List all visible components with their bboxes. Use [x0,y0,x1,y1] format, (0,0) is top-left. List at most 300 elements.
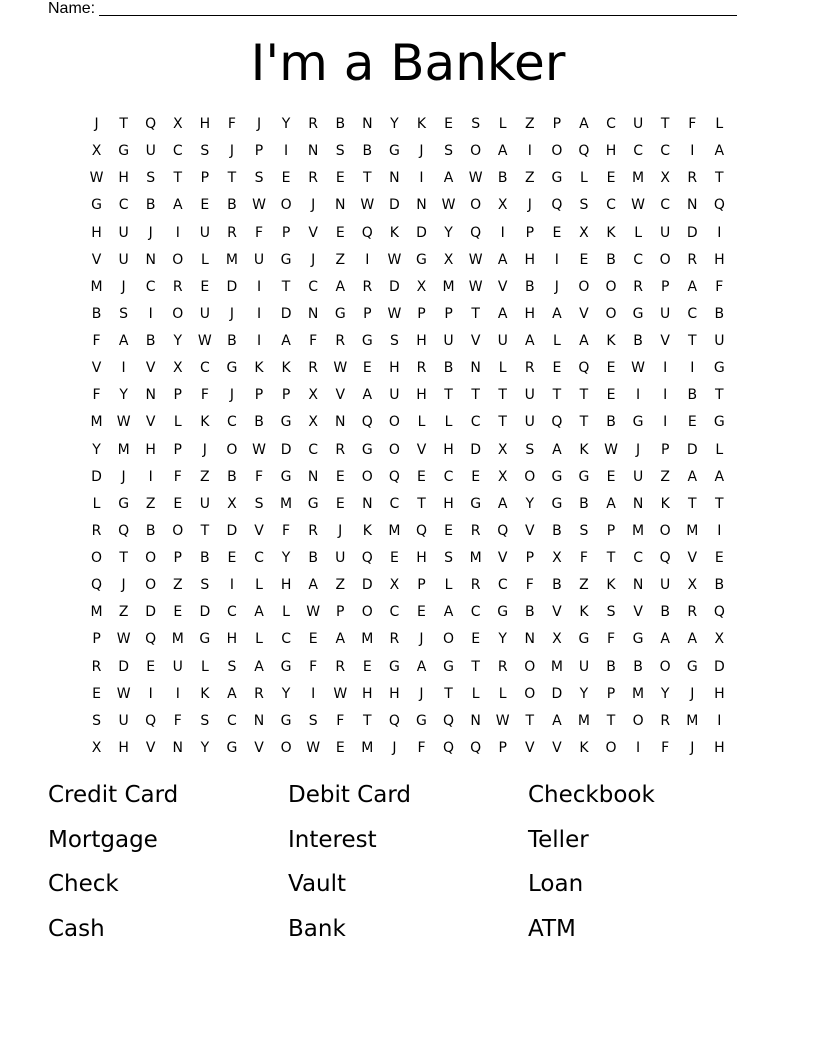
grid-letter: P [660,278,670,295]
grid-letter: B [633,333,643,350]
grid-letter: O [605,278,617,295]
grid-letter: R [91,658,102,675]
grid-letter: U [443,333,454,350]
grid-row [83,138,733,165]
grid-letter: B [145,522,156,539]
grid-letter: D [686,224,698,241]
grid-letter: T [417,495,426,512]
grid-letter: N [416,197,427,214]
grid-letter: I [690,143,695,160]
grid-letter: W [495,712,510,729]
grid-letter: T [715,495,724,512]
grid-letter: M [469,550,482,567]
grid-letter: O [361,468,373,485]
grid-letter: G [578,631,590,648]
grid-letter: L [444,577,453,594]
grid-letter: O [659,522,671,539]
grid-letter: G [91,197,102,214]
grid-letter: S [92,712,101,729]
grid-letter: Q [91,577,103,594]
grid-letter: A [497,495,508,512]
grid-letter: A [335,631,346,648]
grid-row [83,274,733,301]
grid-letter: K [579,441,589,458]
grid-letter: E [471,631,481,648]
grid-letter: J [229,143,234,160]
grid-letter: D [470,441,482,458]
grid-letter: O [388,441,400,458]
grid-letter: G [226,739,238,756]
grid-letter: A [687,278,698,295]
grid-letter: M [361,739,374,756]
grid-letter: C [145,278,156,295]
grid-letter: W [252,197,266,214]
grid-letter: E [606,468,616,485]
grid-letter: F [715,278,724,295]
grid-letter: H [389,685,400,702]
grid-letter: I [717,224,722,241]
grid-letter: B [714,577,725,594]
grid-letter: Y [660,685,670,702]
grid-letter: G [578,468,590,485]
grid-letter: H [389,360,400,377]
grid-letter: C [118,197,129,214]
grid-letter: S [254,170,264,187]
grid-letter: N [389,170,400,187]
grid-letter: X [308,414,318,431]
grid-letter: N [632,577,644,594]
grid-letter: V [91,360,102,377]
grid-letter: E [362,658,372,675]
grid-letter: Z [524,116,535,133]
grid-letter: H [118,170,129,187]
grid-row [83,735,733,762]
grid-letter: C [660,197,671,214]
grid-letter: H [605,143,617,160]
grid-letter: W [441,197,456,214]
grid-letter: Q [470,224,482,241]
grid-letter: B [227,197,237,214]
grid-letter: G [416,251,427,268]
grid-letter: D [280,305,292,322]
grid-letter: B [552,522,562,539]
grid-letter: E [606,387,616,404]
grid-letter: I [636,739,641,756]
grid-letter: O [280,197,292,214]
grid-letter: R [335,333,346,350]
grid-letter: P [173,441,182,458]
grid-letter: A [687,631,698,648]
grid-letter: S [525,441,535,458]
grid-letter: K [254,360,264,377]
grid-letter: O [172,305,184,322]
grid-letter: Q [361,550,373,567]
grid-letter: R [416,360,427,377]
grid-letter: H [714,739,725,756]
grid-letter: R [389,631,400,648]
grid-letter: V [416,441,427,458]
grid-letter: C [687,305,698,322]
grid-letter: P [200,170,210,187]
grid-letter: T [200,522,210,539]
grid-letter: I [554,251,559,268]
grid-letter: S [200,577,210,594]
grid-letter: Q [578,143,590,160]
grid-row [83,464,733,491]
grid-letter: C [660,143,671,160]
grid-letter: G [686,658,698,675]
grid-letter: R [308,522,319,539]
grid-letter: J [636,441,641,458]
grid-letter: T [715,170,724,187]
grid-letter: Z [579,577,589,594]
grid-letter: E [335,468,345,485]
grid-letter: E [579,251,589,268]
grid-letter: A [552,305,562,322]
grid-letter: L [634,224,642,241]
grid-letter: X [552,631,562,648]
grid-letter: I [717,712,722,729]
grid-letter: T [471,305,480,322]
grid-letter: L [552,333,561,350]
grid-letter: O [443,631,455,648]
grid-letter: A [172,197,183,214]
grid-letter: M [632,685,645,702]
grid-letter: C [254,550,264,567]
grid-letter: P [417,577,426,594]
grid-letter: B [524,278,535,295]
grid-letter: G [118,495,130,512]
grid-letter: F [688,116,697,133]
grid-letter: H [145,441,156,458]
grid-letter: J [419,685,424,702]
grid-letter: X [497,197,508,214]
grid-letter: N [145,251,156,268]
grid-letter: E [552,360,562,377]
word-list-item: Interest [288,826,377,853]
grid-letter: J [392,739,397,756]
name-blank [99,0,737,16]
grid-letter: F [92,387,101,404]
grid-letter: I [175,685,180,702]
grid-letter: J [338,522,343,539]
grid-letter: E [227,550,237,567]
grid-letter: S [444,550,453,567]
grid-letter: G [388,143,400,160]
grid-letter: E [92,685,101,702]
grid-letter: M [225,251,238,268]
grid-letter: Q [388,468,400,485]
grid-letter: J [229,387,234,404]
grid-row [83,681,733,708]
grid-letter: S [579,522,589,539]
grid-letter: E [335,495,345,512]
grid-letter: P [606,522,616,539]
grid-letter: K [362,522,372,539]
grid-letter: J [229,305,234,322]
grid-letter: T [579,387,589,404]
grid-letter: Q [551,197,563,214]
grid-letter: X [552,550,562,567]
grid-letter: O [659,658,671,675]
grid-letter: C [308,441,319,458]
word-list-item: Credit Card [48,782,179,808]
grid-row [83,247,733,274]
grid-letter: V [525,739,535,756]
grid-letter: T [606,712,616,729]
grid-letter: O [524,658,536,675]
grid-letter: M [442,278,455,295]
grid-letter: U [172,658,183,675]
grid-letter: M [686,522,699,539]
grid-row [83,654,733,681]
grid-letter: F [200,387,209,404]
grid-row [83,328,733,355]
grid-letter: K [660,495,670,512]
grid-letter: C [470,604,481,621]
grid-letter: V [308,224,318,241]
grid-letter: M [280,495,293,512]
grid-row [83,409,733,436]
grid-letter: K [579,739,589,756]
grid-letter: J [121,577,126,594]
grid-letter: M [577,712,590,729]
grid-letter: D [713,658,725,675]
grid-letter: A [254,604,264,621]
grid-letter: T [498,414,507,431]
grid-letter: I [229,577,234,594]
grid-letter: I [148,685,153,702]
grid-letter: Q [497,522,509,539]
grid-letter: E [200,197,210,214]
grid-letter: J [121,468,126,485]
grid-letter: O [470,197,482,214]
grid-letter: G [280,414,292,431]
grid-letter: C [199,360,210,377]
grid-letter: B [552,577,562,594]
word-list-item: Check [48,871,119,897]
grid-letter: W [116,414,131,431]
grid-letter: X [91,143,102,160]
grid-letter: B [714,305,725,322]
grid-letter: G [226,360,238,377]
grid-letter: B [227,468,237,485]
grid-letter: F [336,712,345,729]
grid-letter: Y [579,685,589,702]
grid-letter: D [686,441,698,458]
grid-letter: J [94,116,99,133]
grid-letter: C [389,495,400,512]
grid-letter: M [90,414,103,431]
grid-letter: E [606,360,616,377]
grid-letter: T [227,170,237,187]
grid-letter: P [552,116,562,133]
grid-letter: B [254,414,264,431]
grid-letter: V [145,739,156,756]
grid-letter: B [524,604,535,621]
grid-letter: P [525,224,535,241]
grid-letter: W [306,604,321,621]
grid-letter: U [632,116,644,133]
grid-letter: I [636,387,641,404]
grid-letter: S [606,604,616,621]
grid-letter: C [633,550,643,567]
grid-letter: G [497,604,509,621]
grid-letter: T [173,170,183,187]
grid-letter: T [579,414,589,431]
grid-letter: F [173,712,182,729]
grid-letter: V [91,251,102,268]
grid-letter: U [524,387,535,404]
grid-letter: A [687,468,698,485]
grid-letter: M [388,522,401,539]
grid-letter: R [687,604,698,621]
grid-letter: H [524,305,536,322]
grid-letter: V [687,550,698,567]
grid-letter: Q [443,739,455,756]
grid-letter: L [200,251,209,268]
grid-letter: X [687,577,698,594]
grid-letter: H [714,251,725,268]
grid-letter: X [714,631,725,648]
grid-letter: P [281,387,291,404]
grid-letter: D [280,441,292,458]
page-title: I'm a Banker [250,34,566,92]
grid-letter: E [335,224,345,241]
grid-letter: B [145,197,156,214]
grid-letter: C [227,604,237,621]
grid-letter: W [197,333,212,350]
grid-letter: B [200,550,210,567]
grid-letter: H [443,495,454,512]
grid-letter: V [145,360,156,377]
grid-letter: U [118,224,129,241]
grid-letter: A [714,468,725,485]
grid-letter: U [118,712,129,729]
grid-letter: S [200,143,210,160]
grid-letter: T [606,550,616,567]
name-line [48,0,748,20]
grid-letter: U [578,658,590,675]
grid-row [83,518,733,545]
grid-letter: A [443,604,454,621]
grid-letter: T [444,685,453,702]
grid-letter: G [280,712,292,729]
grid-letter: I [717,522,722,539]
grid-letter: Z [172,577,183,594]
grid-letter: G [280,468,292,485]
grid-letter: W [252,441,266,458]
grid-letter: B [91,305,102,322]
grid-letter: V [254,739,264,756]
grid-letter: X [172,360,183,377]
grid-letter: R [660,712,671,729]
grid-letter: T [498,387,507,404]
grid-row [83,599,733,626]
grid-letter: F [417,739,426,756]
grid-letter: C [227,712,237,729]
grid-letter: D [91,468,102,485]
grid-letter: U [632,468,644,485]
grid-letter: E [281,170,291,187]
grid-letter: S [200,712,210,729]
grid-letter: Q [659,550,671,567]
word-list-item: Loan [528,871,584,897]
grid-letter: N [307,468,319,485]
grid-letter: O [524,685,536,702]
grid-letter: W [387,305,402,322]
grid-letter: I [175,224,180,241]
grid-letter: G [632,631,644,648]
grid-letter: B [308,550,318,567]
grid-letter: I [284,143,289,160]
grid-row [83,382,733,409]
grid-letter: N [335,197,346,214]
grid-letter: P [498,739,507,756]
grid-letter: Z [335,577,346,594]
grid-letter: E [389,550,399,567]
grid-letter: B [579,495,589,512]
grid-letter: U [199,495,210,512]
grid-letter: Q [145,631,157,648]
grid-letter: G [443,658,454,675]
grid-letter: N [362,116,373,133]
grid-letter: E [146,658,156,675]
grid-letter: E [552,224,562,241]
grid-letter: H [443,441,454,458]
grid-letter: P [444,305,453,322]
grid-letter: T [525,712,535,729]
grid-letter: E [417,604,426,621]
grid-letter: E [714,550,724,567]
grid-letter: B [443,360,454,377]
grid-letter: S [471,116,481,133]
grid-letter: N [172,739,184,756]
grid-letter: K [606,224,616,241]
grid-letter: B [606,414,616,431]
grid-letter: W [116,631,131,648]
grid-letter: W [468,251,483,268]
grid-letter: W [89,170,104,187]
grid-letter: A [335,278,346,295]
grid-letter: N [253,712,265,729]
grid-letter: C [443,468,454,485]
grid-letter: F [92,333,101,350]
grid-letter: T [119,116,128,133]
grid-row [83,545,733,572]
grid-letter: E [606,170,616,187]
grid-letter: P [254,143,264,160]
grid-letter: O [91,550,103,567]
grid-letter: S [227,658,237,675]
grid-letter: N [362,495,373,512]
grid-letter: I [311,685,316,702]
grid-letter: K [200,685,210,702]
grid-row [83,165,733,192]
grid-letter: V [254,522,264,539]
grid-letter: C [281,631,291,648]
grid-letter: Q [713,197,725,214]
grid-letter: B [335,116,346,133]
grid-letter: E [687,414,697,431]
grid-letter: U [118,251,129,268]
grid-letter: B [687,387,698,404]
grid-row [83,708,733,735]
grid-letter: G [713,414,725,431]
grid-letter: E [471,468,481,485]
grid-letter: X [308,387,318,404]
grid-letter: M [632,170,645,187]
